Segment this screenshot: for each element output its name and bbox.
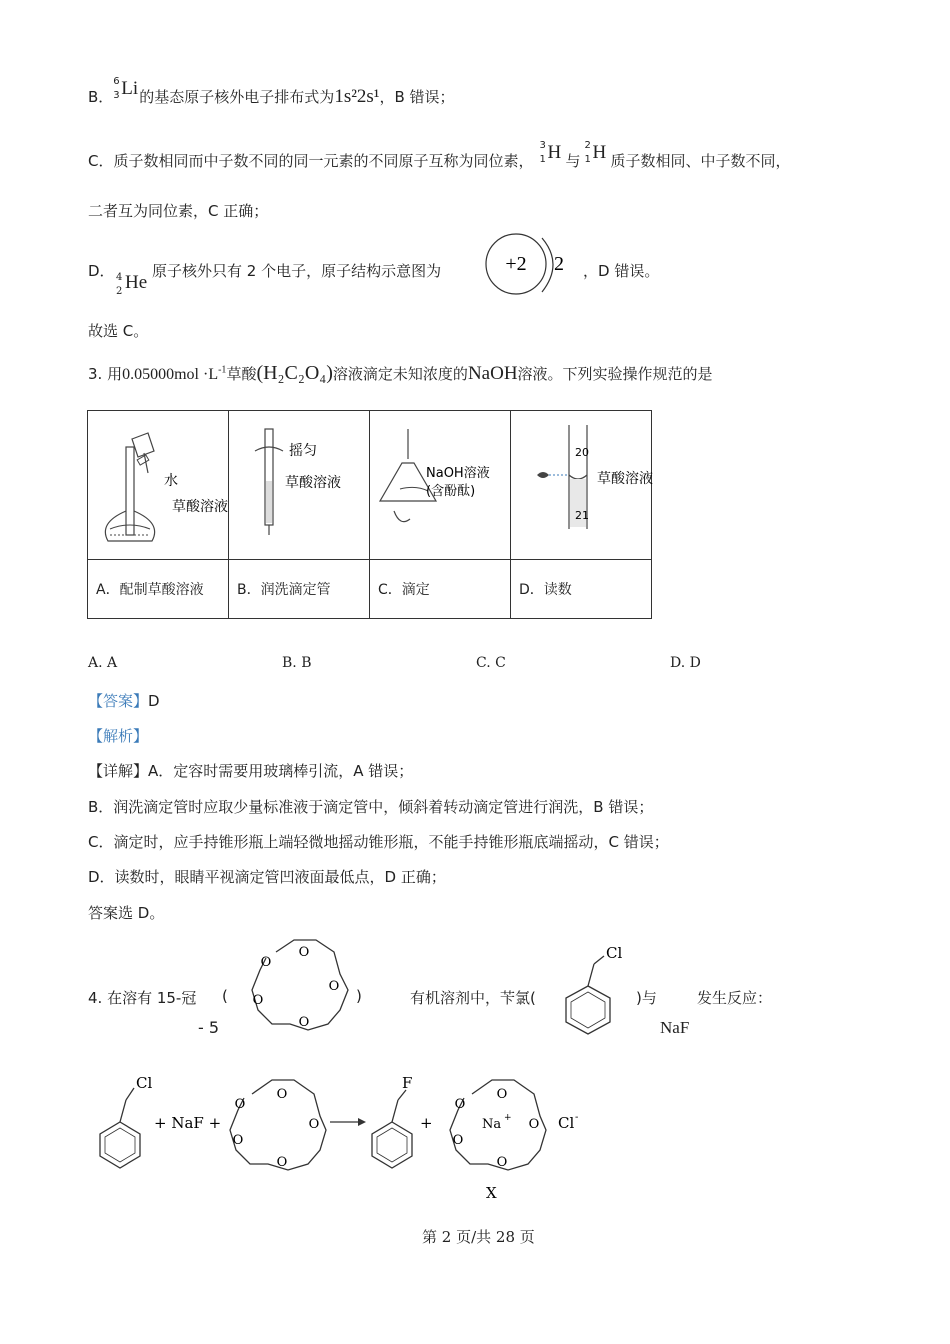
option-c-continuation: 二者互为同位素，C 正确； <box>88 202 269 220</box>
sodium-ion: Na <box>482 1117 502 1132</box>
plus-sign: + <box>420 1114 433 1132</box>
conclusion: 故选 C。 <box>88 322 149 340</box>
mark-21: 21 <box>575 509 589 522</box>
oxalic-formula: (H₂C₂O₄) <box>256 362 333 384</box>
oxygen-atom: O <box>452 1133 464 1148</box>
crown-ether-structure <box>236 928 360 1038</box>
mass-number: 3 <box>539 140 546 151</box>
conc-value: 0.05000mol ·L <box>122 366 219 383</box>
atomic-number: 2 <box>116 286 123 297</box>
oxygen-atom: O <box>232 1133 244 1148</box>
naoh-formula: NaOH <box>467 363 518 384</box>
burette-rinse-figure <box>229 411 353 555</box>
option-verdict: ，B 错误； <box>379 88 455 106</box>
answer-tag: 【答案】 <box>88 692 149 710</box>
oxygen-atom: O <box>308 1117 320 1132</box>
burette-reading-figure <box>511 411 653 555</box>
atomic-number: 1 <box>584 154 591 165</box>
solution-label: 草酸溶液 <box>172 499 228 515</box>
oxygen-atom: O <box>234 1097 246 1112</box>
operations-table <box>87 410 652 619</box>
nucleus-charge: +2 <box>505 253 527 275</box>
label-a: A．配制草酸溶液 <box>88 560 229 619</box>
question-3-stem <box>88 362 713 385</box>
charge-minus: - <box>575 1112 579 1123</box>
paren-open: ( <box>222 987 228 1005</box>
option-c-line <box>88 140 791 171</box>
plus-naf: + NaF + <box>154 1114 222 1132</box>
isotope-li <box>113 76 139 106</box>
detail-line-a <box>88 760 413 781</box>
indicator-label: (含酚酞) <box>426 484 476 499</box>
detail-line-d: D．读数时，眼睛平视滴定管凹液面最低点，D 正确； <box>88 868 446 886</box>
oxygen-atom: O <box>328 979 340 994</box>
choice-d[interactable]: D. D <box>670 655 701 671</box>
crown-suffix: - 5 <box>198 1018 220 1037</box>
figure-d-cell <box>511 411 652 560</box>
element-symbol: He <box>125 272 148 293</box>
mass-number: 4 <box>116 272 123 283</box>
conc-sup: -1 <box>218 364 227 376</box>
detail-tag: 【详解】 <box>88 762 149 780</box>
element-symbol: Li <box>121 78 139 99</box>
stem-text: 溶液滴定未知浓度的 <box>332 365 468 383</box>
label-c: C．滴定 <box>370 560 511 619</box>
oxygen-atom: O <box>260 955 272 970</box>
stem-text: 溶液。下列实验操作规范的是 <box>517 365 713 383</box>
question-4-prefix: 4. 在溶有 15-冠 <box>88 989 197 1007</box>
isotope-h3 <box>539 140 565 170</box>
naoh-label: NaOH溶液 <box>426 466 490 481</box>
question-4-text: 有机溶剂中，苄氯( <box>410 989 536 1007</box>
acid-name: 草酸 <box>226 365 257 383</box>
oxygen-atom: O <box>276 1155 288 1170</box>
figure-c-cell <box>370 411 511 560</box>
option-label: D． <box>88 262 115 280</box>
option-text: 原子核外只有 2 个电子，原子结构示意图为 <box>152 262 442 280</box>
eye-icon <box>537 472 549 478</box>
charge-plus: + <box>504 1113 512 1123</box>
oxygen-atom: O <box>454 1097 466 1112</box>
water-label: 水 <box>164 473 178 489</box>
paren-close: ) <box>356 987 362 1005</box>
solution-label: 草酸溶液 <box>597 471 653 487</box>
naf-formula: NaF <box>660 1018 690 1037</box>
electron-config: 1s²2s¹ <box>334 86 380 107</box>
detail-line-c: C．滴定时，应手持锥形瓶上端轻微地摇动锥形瓶，不能手持锥形瓶底端摇动，C 错误； <box>88 833 669 851</box>
element-symbol: H <box>592 142 607 163</box>
question-4-suffix: 发生反应： <box>697 989 773 1007</box>
titration-flask-figure <box>370 411 494 555</box>
option-verdict: ，D 错误。 <box>583 262 660 280</box>
option-text: 质子数相同、中子数不同， <box>610 152 791 170</box>
label-d: D．读数 <box>511 560 652 619</box>
isotope-h2 <box>584 140 611 170</box>
oxygen-atom: O <box>298 945 310 960</box>
question-number: 3. 用 <box>88 365 123 383</box>
page-footer: 第 2 页/共 28 页 <box>422 1228 535 1246</box>
shell-electrons: 2 <box>554 253 564 275</box>
shake-label: 摇匀 <box>289 443 317 459</box>
detail-text: A．定容时需要用玻璃棒引流，A 错误； <box>148 762 414 780</box>
reaction-scheme <box>96 1066 596 1211</box>
connector-text: 与 <box>565 152 581 170</box>
volumetric-flask-figure <box>88 411 228 555</box>
oxygen-atom: O <box>276 1087 288 1102</box>
choice-a[interactable]: A. A <box>88 655 118 671</box>
option-text: 的基态原子核外电子排布式为 <box>139 88 335 106</box>
answer-value: D <box>148 692 160 710</box>
element-symbol: H <box>547 142 562 163</box>
chloride-ion: Cl <box>558 1114 575 1132</box>
benzyl-chloride-structure <box>556 940 640 1040</box>
mark-20: 20 <box>575 446 589 459</box>
figure-b-cell <box>229 411 370 560</box>
concentration <box>122 366 226 383</box>
oxygen-atom: O <box>528 1117 540 1132</box>
oxygen-atom: O <box>252 993 264 1008</box>
label-b: B．润洗滴定管 <box>229 560 370 619</box>
analysis-tag: 【解析】 <box>88 727 149 745</box>
atomic-structure-diagram <box>484 232 574 298</box>
answer-line <box>88 690 160 711</box>
question-4-text: )与 <box>636 989 657 1007</box>
figure-a-cell <box>88 411 229 560</box>
chlorine-atom: Cl <box>136 1074 153 1092</box>
choice-b[interactable]: B. B <box>282 655 312 671</box>
oxygen-atom: O <box>496 1087 508 1102</box>
solution-label: 草酸溶液 <box>285 475 341 491</box>
option-d-line <box>88 260 115 281</box>
mass-number: 2 <box>584 140 591 151</box>
choice-c[interactable]: C. C <box>476 655 506 671</box>
option-b-line <box>88 76 455 108</box>
option-text: C．质子数相同而中子数不同的同一元素的不同原子互称为同位素， <box>88 152 534 170</box>
detail-conclusion: 答案选 D。 <box>88 904 165 922</box>
atomic-number: 3 <box>113 90 120 101</box>
atomic-number: 1 <box>539 154 546 165</box>
chlorine-atom: Cl <box>606 944 623 962</box>
option-label: B． <box>88 88 114 106</box>
oxygen-atom: O <box>298 1015 310 1030</box>
oxygen-atom: O <box>496 1155 508 1170</box>
fluorine-atom: F <box>402 1074 413 1092</box>
detail-line-b: B．润洗滴定管时应取少量标准液于滴定管中，倾斜着转动滴定管进行润洗，B 错误； <box>88 798 654 816</box>
mass-number: 6 <box>113 76 120 87</box>
product-x: X <box>486 1184 497 1202</box>
